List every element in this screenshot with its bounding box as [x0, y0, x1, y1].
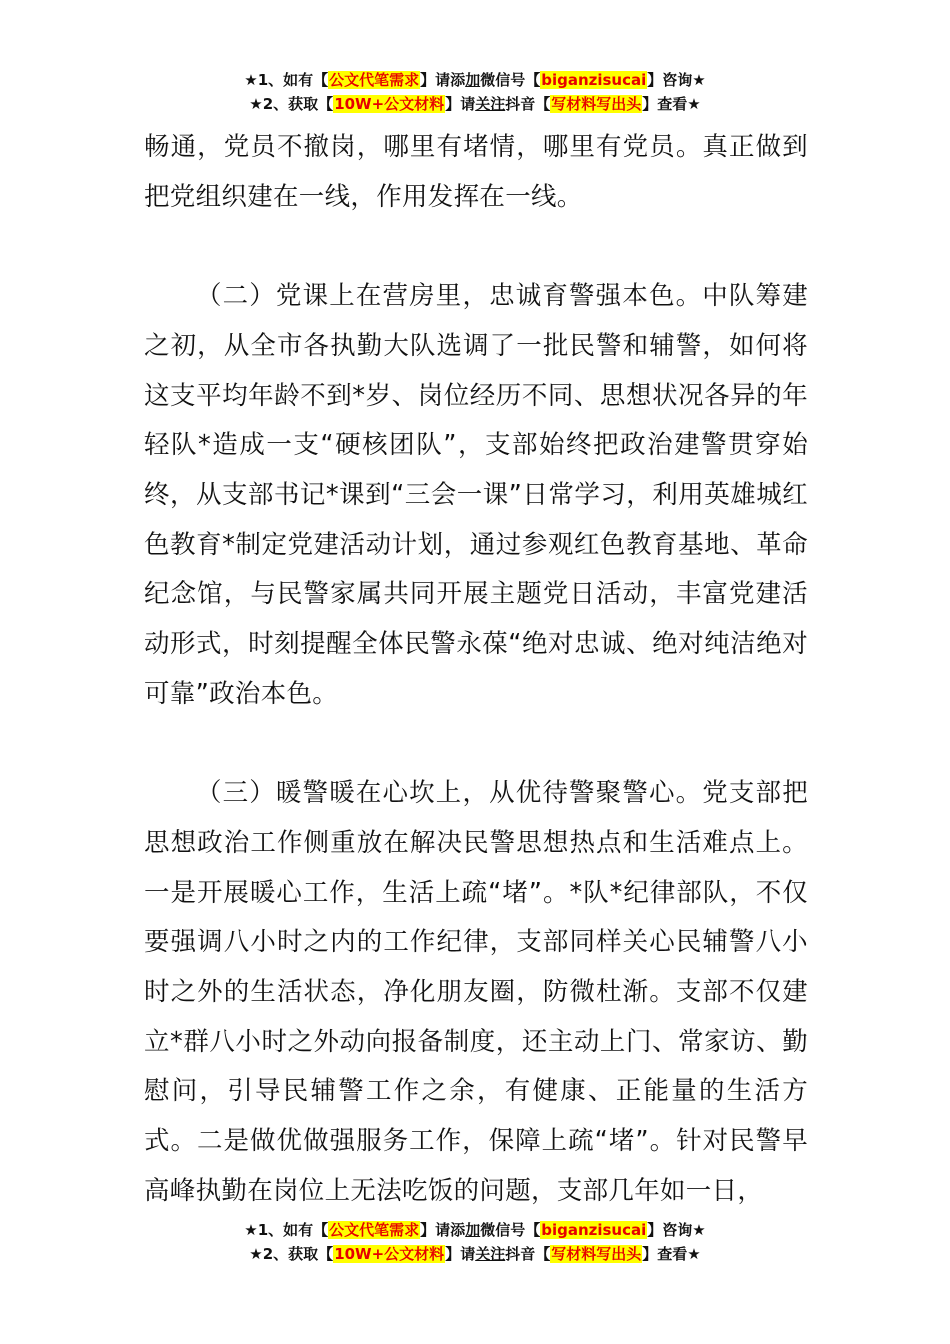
banner-text: 抖音【 — [505, 95, 551, 113]
banner-underlined-text: 关注 — [475, 1245, 506, 1263]
footer-banner — [0, 1218, 950, 1266]
banner-highlight: 公文代笔需求 — [329, 71, 420, 89]
banner-text: 微信号【 — [480, 1221, 541, 1239]
banner-underlined-text: 加 — [465, 1221, 481, 1239]
banner-text: 】请添 — [420, 1221, 466, 1239]
banner-text: 】查看★ — [642, 95, 701, 113]
banner-highlight: 10W+公文材料 — [334, 1245, 445, 1263]
banner-highlight: 写材料写出头 — [551, 95, 642, 113]
banner-text: 】查看★ — [642, 1245, 701, 1263]
footer-banner-line-1 — [0, 1218, 950, 1242]
body-paragraph: （二）党课上在营房里，忠诚育警强本色。中队筹建之初，从全市各执勤大队选调了一批民警和辅警，如何将这支平均年龄不到*岁、岗位经历不同、思想状况各异的年轻队*造成一支“硬核团队”，支部始终把政治建警贯穿始终，从支部书记*课到“三会一课”日常学习，利用英雄城红色教育*制定党建活动计划，通过参观红色教育基地、革命纪念馆，与民警家属共同开展主题党日活动，丰富党建活动形式，时刻提醒全体民警永葆“绝对忠诚、绝对纯洁绝对可靠”政治本色。 — [144, 281, 808, 709]
banner-text: ★1、如有【 — [244, 71, 329, 89]
banner-text: ★2、获取【 — [249, 1245, 334, 1263]
banner-highlight: 10W+公文材料 — [334, 95, 445, 113]
banner-text: 微信号【 — [480, 71, 541, 89]
banner-text: 】咨询★ — [647, 71, 706, 89]
body-paragraph: （三）暖警暖在心坎上，从优待警聚警心。党支部把思想政治工作侧重放在解决民警思想热点和生活难点上。一是开展暖心工作，生活上疏“堵”。*队*纪律部队，不仅要强调八小时之内的工作纪律，支部同样关心民辅警八小时之外的生活状态，净化朋友圈，防微杜渐。支部不仅建立*群八小时之外动向报备制度，还主动上门、常家访、勤慰问，引导民辅警工作之余，有健康、正能量的生活方式。二是做优做强服务工作，保障上疏“堵”。针对民警早高峰执勤在岗位上无法吃饭的问题，支部几年如一日， — [144, 778, 808, 1206]
document-body — [144, 123, 808, 1216]
banner-text: 】请添 — [420, 71, 466, 89]
banner-text: ★2、获取【 — [249, 95, 334, 113]
footer-banner-line-2 — [0, 1242, 950, 1266]
banner-text: 】请 — [445, 1245, 476, 1263]
header-banner — [0, 68, 950, 116]
banner-text: 抖音【 — [505, 1245, 551, 1263]
banner-text: 】咨询★ — [647, 1221, 706, 1239]
banner-highlight: biganzisucai — [541, 1221, 647, 1239]
banner-highlight: biganzisucai — [541, 71, 647, 89]
body-paragraph: 畅通，党员不撤岗，哪里有堵情，哪里有党员。真正做到把党组织建在一线，作用发挥在一线。 — [144, 132, 808, 212]
banner-text: 】请 — [445, 95, 476, 113]
banner-underlined-text: 加 — [465, 71, 481, 89]
banner-highlight: 公文代笔需求 — [329, 1221, 420, 1239]
banner-text: ★1、如有【 — [244, 1221, 329, 1239]
header-banner-line-1 — [0, 68, 950, 92]
banner-underlined-text: 关注 — [475, 95, 506, 113]
header-banner-line-2 — [0, 92, 950, 116]
banner-highlight: 写材料写出头 — [551, 1245, 642, 1263]
